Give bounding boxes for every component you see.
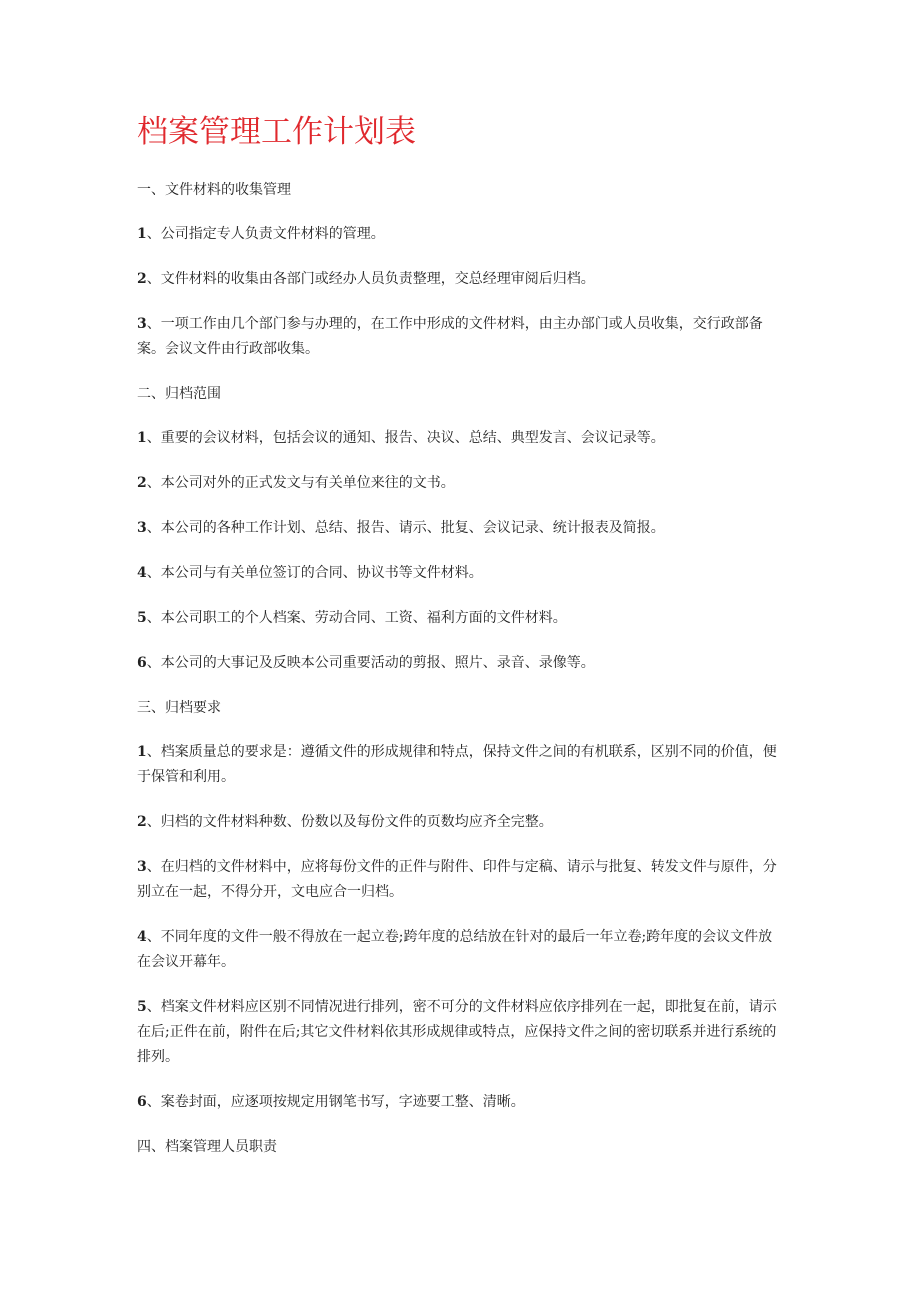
item-text: 、本公司的各种工作计划、总结、报告、请示、批复、会议记录、统计报表及简报。 [146,520,665,536]
item-text: 、归档的文件材料种数、份数以及每份文件的页数均应齐全完整。 [146,814,553,830]
list-item [137,561,785,586]
item-text: 、本公司的大事记及反映本公司重要活动的剪报、照片、录音、录像等。 [146,655,595,671]
item-number: 2 [137,814,147,830]
item-number: 1 [137,744,147,760]
document-title: 档案管理工作计划表 [137,114,416,150]
item-number: 2 [137,271,147,287]
list-item [137,995,785,1070]
item-text: 、本公司与有关单位签订的合同、协议书等文件材料。 [146,565,483,581]
item-number: 1 [137,226,147,242]
item-number: 2 [137,475,147,491]
list-item [137,740,785,790]
list-item [137,222,785,247]
section-heading: 三、归档要求 [137,700,221,716]
list-item [137,810,785,835]
item-number: 6 [137,655,147,671]
list-item [137,267,785,292]
list-item [137,606,785,631]
item-text: 、案卷封面，应逐项按规定用钢笔书写，字迹要工整、清晰。 [146,1094,525,1110]
list-item [137,312,785,362]
item-text: 、档案文件材料应区别不同情况进行排列，密不可分的文件材料应依序排列在一起，即批复在前，请示在后;正件在前，附件在后;其它文件材料依其形成规律或特点，应保持文件之间的密切联系并进行系统的排列。 [137,999,777,1065]
item-text: 、公司指定专人负责文件材料的管理。 [146,226,385,242]
document-body [137,178,785,1179]
item-number: 3 [137,520,147,536]
item-number: 5 [137,610,147,626]
section-heading: 二、归档范围 [137,386,221,402]
item-number: 6 [137,1094,147,1110]
item-number: 1 [137,430,147,446]
item-text: 、档案质量总的要求是：遵循文件的形成规律和特点，保持文件之间的有机联系，区别不同的价值，便于保管和利用。 [137,744,777,785]
list-item [137,925,785,975]
list-item [137,651,785,676]
list-item [137,471,785,496]
item-number: 4 [137,565,147,581]
item-number: 5 [137,999,147,1015]
list-item [137,516,785,541]
item-text: 、重要的会议材料，包括会议的通知、报告、决议、总结、典型发言、会议记录等。 [146,430,665,446]
list-item [137,855,785,905]
section-heading: 四、档案管理人员职责 [137,1139,277,1155]
item-text: 、不同年度的文件一般不得放在一起立卷;跨年度的总结放在针对的最后一年立卷;跨年度的会议文件放在会议开幕年。 [137,929,773,970]
item-number: 4 [137,929,147,945]
list-item [137,1090,785,1115]
section-heading: 一、文件材料的收集管理 [137,182,291,198]
item-text: 、本公司对外的正式发文与有关单位来往的文书。 [146,475,455,491]
item-text: 、本公司职工的个人档案、劳动合同、工资、福利方面的文件材料。 [146,610,567,626]
item-text: 、在归档的文件材料中，应将每份文件的正件与附件、印件与定稿、请示与批复、转发文件与原件，分别立在一起，不得分开，文电应合一归档。 [137,859,777,900]
list-item [137,426,785,451]
item-text: 、文件材料的收集由各部门或经办人员负责整理，交总经理审阅后归档。 [146,271,595,287]
item-number: 3 [137,859,147,875]
item-text: 、一项工作由几个部门参与办理的，在工作中形成的文件材料，由主办部门或人员收集，交行政部备案。会议文件由行政部收集。 [137,316,763,357]
item-number: 3 [137,316,147,332]
